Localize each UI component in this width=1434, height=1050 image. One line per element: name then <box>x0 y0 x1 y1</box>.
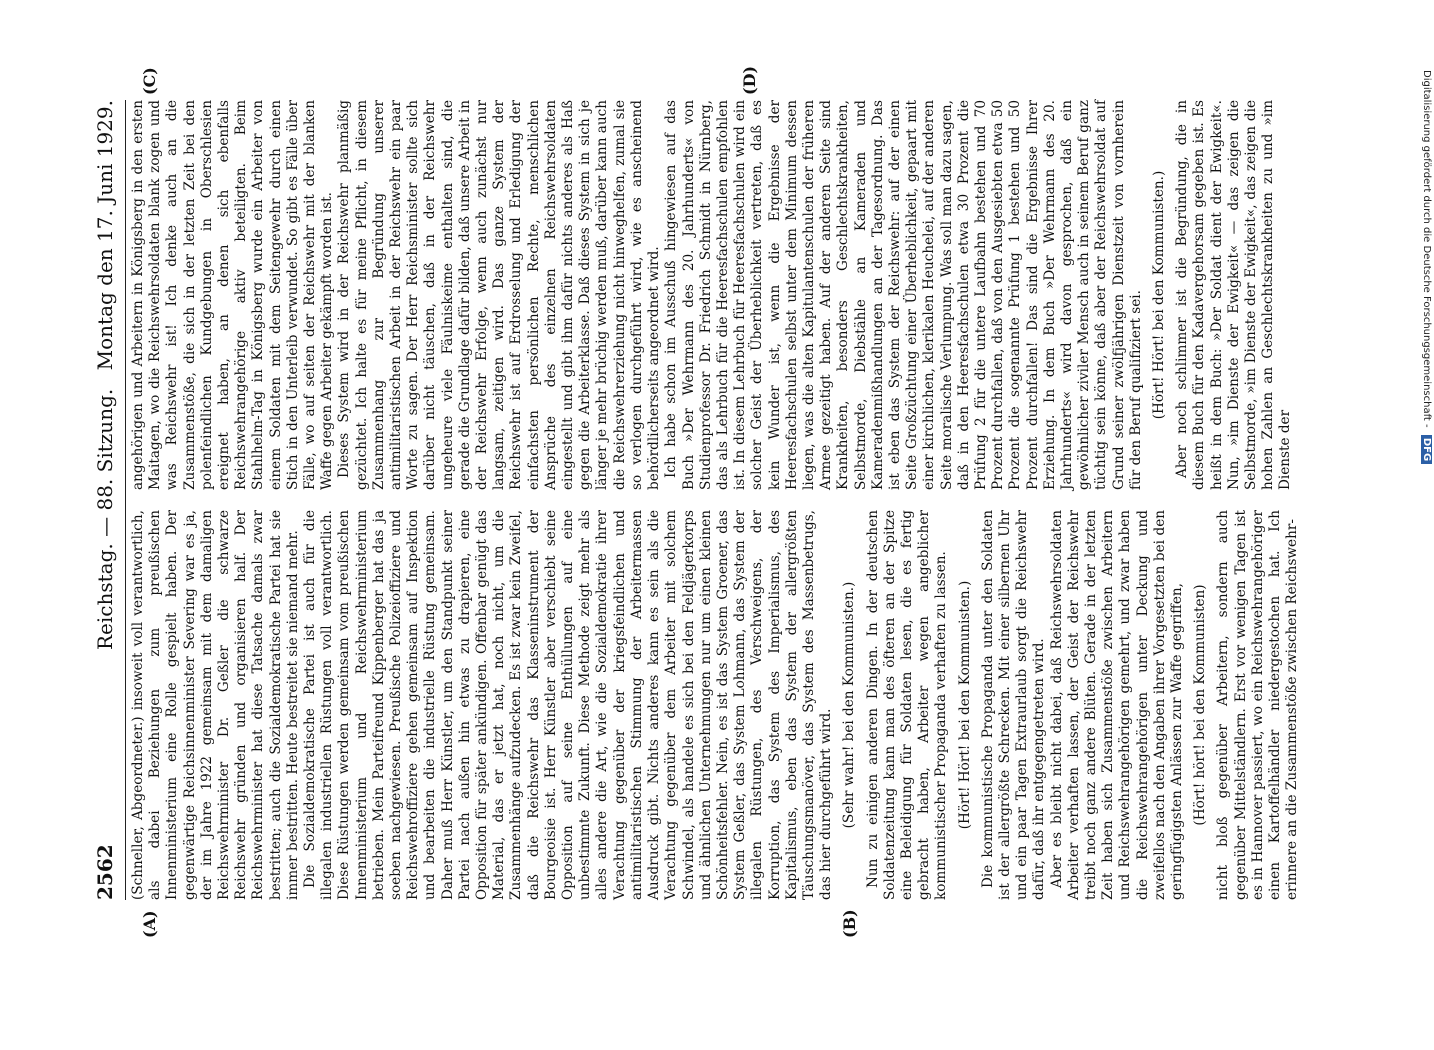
digitization-note <box>1414 10 1432 990</box>
page-number: 2562 <box>93 844 117 900</box>
interjection: (Sehr wahr! bei den Kommunisten.) <box>841 581 858 829</box>
paragraph: Die kommunistische Propaganda unter den Soldaten ist der allergrößte Schrecken. Mit einer silbernen Uhr und ein paar Tagen Extraurlaub sorgt die Reichswehr dafür, daß ihr entgegengetreten wird. <box>979 510 1048 900</box>
session-title: Reichstag. — 88. Sitzung. <box>93 388 117 650</box>
interjection: (Hört! hört! bei den Kommunisten) <box>1192 584 1209 826</box>
interjection: (Hört! Hört! bei den Kommunisten.) <box>956 580 973 830</box>
margin-marker-d: (D) <box>740 65 759 95</box>
page-header <box>85 100 126 900</box>
paragraph: Aber es bleibt nicht dabei, daß Reichswehrsoldaten Arbeiter verhaften lassen, der Geist der Reichswehr treibt noch ganz andere Blüten. Gerade in der letzten Zeit haben sich Zusammenstöße zwischen Arbeitern und Reichswehrangehörigen gemehrt, und zwar haben die Reichswehrangehörigen unter Deckung und zweifellos nach den Angaben ihrer Vorgesetzten bei den geringfügigsten Anlässen zur Waffe gegriffen, <box>1048 510 1185 900</box>
paragraph: Dieses System wird in der Reichswehr planmäßig gezüchtet. Ich halte es für meine Pflicht, in diesem Zusammenhang zur Begründung unserer antimilitaristischen Arbeit in der Reichswehr ein paar Worte zu sagen. Der Herr Reichsminister sollte sich darüber nicht täuschen, daß in der Reichswehr ungeheure viele Fäulniskeime enthalten sind, die gerade die Grundlage dafür bilden, daß unsere Arbeit in der Reichswehr Erfolge, wenn auch zunächst nur langsam, zeitigen wird. Das ganze System der Reichswehr ist auf Erdrosselung und Erledigung der einfachsten persönlichen Rechte, menschlichen Ansprüche des einzelnen Reichswehrsoldaten eingestellt und gibt ihm dafür nichts anderes als Haß gegen die Arbeiterklasse. Daß dieses System in sich je länger je mehr brüchig werden muß, darüber kann auch die Reichswehrerziehung nicht hinweghelfen, zumal sie so verlogen durchgeführt wird, wie es anscheinend behördlicherseits angeordnet wird. <box>336 100 663 490</box>
paragraph: nicht bloß gegenüber Arbeitern, sondern auch gegenüber Mittelständlern. Erst vor wenigen Tagen ist es in Hannover passiert, wo ein Reichswehrangehöriger einen Kartoffelhändler niedergestochen hat. Ich erinnere an die Zusammenstöße zwischen Reichswehr- <box>1215 510 1301 900</box>
paragraph: Nun zu einigen anderen Dingen. In der deutschen Soldatenzeitung kann man des öfteren an der Spitze eine Beleidigung für Soldaten lesen, die es fertig gebracht haben, Arbeiter wegen angeblicher kommunistischer Propaganda verhaften zu lassen. <box>864 510 950 900</box>
paragraph: Die Sozialdemokratische Partei ist auch für die illegalen industriellen Rüstungen voll verantwortlich. Diese Rüstungen werden gemeinsam vom preußischen Innenministerium und Reichswehrministerium betrieben. Mein Parteifreund Kippenberger hat das ja soeben nachgewiesen. Preußische Polizeioffiziere und Reichswehroffiziere gehen gemeinsam auf Inspektion und bearbeiten die industrielle Rüstung gemeinsam. Daher muß Herr Künstler, um den Standpunkt seiner Partei nach außen hin etwas zu drapieren, eine Opposition für später ankündigen. Offenbar genügt das Material, das er jetzt hat, noch nicht, um die Zusammenhänge aufzudecken. Es ist zwar kein Zweifel, daß die Reichswehr das Klasseninstrument der Bourgeoisie ist. Herr Künstler aber verschiebt seine Opposition auf seine Enthüllungen auf eine unbestimmte Zukunft. Diese Methode zeigt mehr als alles andere die Art, wie die Sozialdemokratie ihrer Verachtung gegenüber der kriegsfeindlichen und antimilitaristischen Stimmung der Arbeitermassen Ausdruck gibt. Nichts anderes kann es sein als die Verachtung gegenüber dem Arbeiter mit solchem Schwindel, als handele es sich bei den Feldjägerkorps und ähnlichen Unternehmungen nur um einen kleinen Schönheitsfehler. Nein, es ist das System Groener, das System Geßler, das System Lohmann, das System der illegalen Rüstungen, des Verschweigens, der Korruption, das System des Imperialismus, des Kapitalismus, eben das System der allergrößten Täuschungsmanöver, das System des Massenbetrugs, das hier durchgeführt wird. <box>302 510 835 900</box>
paragraph: angehörigen und Arbeitern in Königsberg in den ersten Maitagen, wo die Reichswehrsoldaten blank zogen und was Reichswehr ist! Ich denke auch an die Zusammenstöße, die sich in der letzten Zeit bei den polenfeindlichen Kundgebungen in Oberschlesien ereignet haben, an denen sich ebenfalls Reichswehrangehörige aktiv beteiligten. Beim Stahlhelm-Tag in Königsberg wurde ein Arbeiter von einem Soldaten mit dem Seitengewehr durch einen Stich in den Unterleib verwundet. So gibt es Fälle über Fälle, wo auf seiten der Reichswehr mit der blanken Waffe gegen Arbeiter gekämpft worden ist. <box>130 100 336 490</box>
dfg-logo: DFG <box>1421 435 1432 464</box>
right-column <box>130 100 1295 490</box>
paragraph: Aber noch schlimmer ist die Begründung, die in diesem Buch für den Kadavergehorsam gegeben ist. Es heißt in dem Buch: »Der Soldat dient der Ewigkeit«. Nun, »im Dienste der Ewigkeit« — das zeigen die Selbstmorde, »im Dienste der Ewigkeit«, das zeigen die hohen Zahlen an Geschlechtskrankheiten zu und »im Dienste der <box>1174 100 1294 490</box>
paragraph: (Schneller, Abgeordneter.) insoweit voll verantwortlich, als dabei Beziehungen zum preußischen Innenministerium eine Rolle gespielt haben. Der gegenwärtige Reichsinnenminister Severing war es ja, der im Jahre 1922 gemeinsam mit dem damaligen Reichswehrminister Dr. Geßler die schwarze Reichswehr gründen und organisieren half. Der Reichswehrminister hat diese Tatsache damals zwar bestritten; auch die Sozialdemokratische Partei hat sie immer bestritten. Heute bestreitet sie niemand mehr. <box>130 510 301 900</box>
paragraph: Ich habe schon im Ausschuß hingewiesen auf das Buch »Der Wehrmann des 20. Jahrhunderts« von Studienprofessor Dr. Friedrich Schmidt in Nürnberg, das als Lehrbuch für die Heeresfachschulen empfohlen ist. In diesem Lehrbuch für Heeresfachschulen wird ein solcher Geist der Überheblichkeit vertreten, daß es kein Wunder ist, wenn die Ergebnisse der Heeresfachschulen selbst unter dem Minimum dessen liegen, was die alten Kapitulantenschulen der früheren Armee gezeitigt haben. Auf der anderen Seite sind Krankheiten, besonders Geschlechtskrankheiten, Selbstmorde, Diebstähle an Kameraden und Kameradenmißhandlungen an der Tagesordnung. Das ist eben das System der Reichswehr: auf der einen Seite Großzüchtung einer Überheblichkeit, gepaart mit einer kirchlichen, klerikalen Heuchelei, auf der anderen Seite moralische Verlumpung. Was soll man dazu sagen, daß in den Heeresfachschulen etwa 30 Prozent die Prüfung 2 für die untere Laufbahn bestehen und 70 Prozent durchfallen, daß von den Ausgesiebten etwa 50 Prozent die sogenannte Prüfung 1 bestehen und 50 Prozent durchfallen! Das sind die Ergebnisse Ihrer Erziehung. In dem Buch »Der Wehrmann des 20. Jahrhunderts« wird davon gesprochen, daß ein gewöhnlicher ziviler Mensch auch in seinem Beruf ganz tüchtig sein könne, daß aber der Reichswehrsoldat auf Grund seiner zwölfjährigen Dienstzeit von vornherein für den Beruf qualifiziert sei. <box>663 100 1144 490</box>
session-date: Montag den 17. Juni 1929. <box>93 100 117 371</box>
interjection: (Hört! Hört! bei den Kommunisten.) <box>1150 170 1167 420</box>
digitization-text: Digitalisierung gefördert durch die Deutsche Forschungsgemeinschaft - <box>1421 70 1432 428</box>
margin-marker-a: (A) <box>140 910 159 938</box>
left-column <box>130 510 1301 900</box>
margin-marker-b: (B) <box>840 909 859 938</box>
margin-marker-c: (C) <box>140 67 159 95</box>
